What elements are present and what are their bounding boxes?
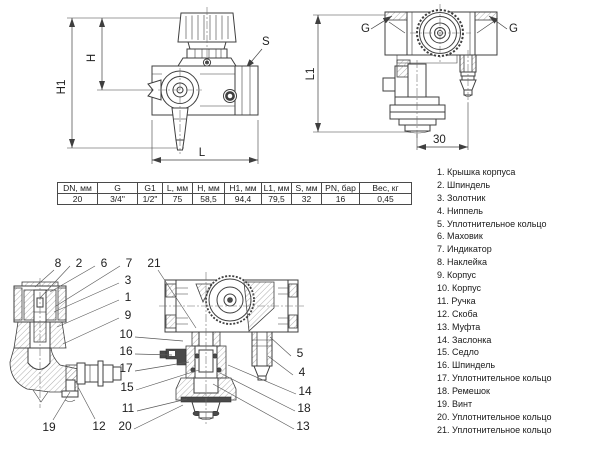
head-bore-dome [28,348,50,370]
table-value-cell: 3/4" [98,194,138,205]
fitting-segment [85,365,98,382]
callout-leader-line [270,337,291,356]
callout-number: 20 [118,419,132,433]
callout-number: 10 [119,327,133,341]
dim-label-l: L [198,147,206,159]
table-value-cell: 1/2" [138,194,163,205]
table-header-cell: L1, мм [262,183,292,194]
callout-leader-line [135,362,189,371]
o-ring [213,354,217,358]
callout-number: 12 [92,419,106,433]
table-header-cell: G1 [138,183,163,194]
section-view-drawing [0,248,335,450]
dim-label-h1: H1 [56,79,68,95]
table-header-cell: H1, мм [225,183,262,194]
head-cap-wall [46,290,56,320]
front-view-drawing [50,0,300,175]
s-leader-line [246,49,262,68]
callout-leader-line [63,318,119,344]
parts-list-item: 15. Седло [437,347,479,358]
callout-number: 19 [42,420,56,434]
callout-number: 21 [147,256,161,270]
parts-list-item: 4. Ниппель [437,205,483,216]
head-cap-knurl [14,288,22,320]
screw-head [62,391,78,397]
top-view-drawing [305,0,600,158]
callout-number: 15 [120,380,134,394]
table-value-cell: 32 [292,194,322,205]
parts-list-item: 5. Уплотнительное кольцо [437,218,547,229]
nipple-knurl [460,55,464,72]
hex-nut-front [235,66,258,115]
table-value-cell: 20 [58,194,98,205]
dim-label-s: S [262,36,270,48]
parts-list-item: 17. Уплотнительное кольцо [437,373,552,384]
callout-number: 13 [296,419,310,433]
fitting-segment [77,363,85,384]
callout-number: 6 [100,256,108,270]
callout-leader-line [213,384,294,429]
table-value-cell: 0,45 [360,194,412,205]
callout-number: 2 [75,256,83,270]
port-thread-section [289,284,297,297]
table-header-cell: DN, мм [58,183,98,194]
callout-number: 3 [124,273,132,287]
parts-list-item: 18. Ремешок [437,386,490,397]
callout-number: 7 [125,256,133,270]
parts-list-item: 3. Золотник [437,192,486,203]
table-value-cell: 79,5 [262,194,292,205]
table-header-cell: Вес, кг [360,183,412,194]
table-value-cell: 16 [322,194,360,205]
callout-number: 16 [119,344,133,358]
ball-center [228,298,233,303]
drain-cap-band [390,105,445,112]
table-value-row [58,194,412,205]
drain-cap-foot [405,125,430,131]
callout-number: 5 [296,346,304,360]
parts-list-item: 7. Индикатор [437,244,492,255]
parts-list-item: 20. Уплотнительное кольцо [437,411,552,422]
parts-list-item: 19. Винт [437,399,473,410]
screw-body [66,380,75,391]
dim-label-h: H [86,53,98,63]
parts-list-item: 9. Корпус [437,270,477,281]
table-value-cell: 58,5 [193,194,225,205]
nipple-wall [252,332,257,366]
parts-list [437,166,599,437]
callout-number: 17 [119,361,133,375]
parts-list-item: 8. Наклейка [437,257,487,268]
parts-list-item: 21. Уплотнительное кольцо [437,424,552,435]
callout-number: 1 [124,290,132,304]
table-header-row [58,183,412,194]
callout-number: 18 [297,401,311,415]
column-wall [213,332,220,346]
dimensions-table [57,182,412,205]
parts-list-item: 16. Шпиндель [437,360,496,371]
callout-number: 4 [298,365,306,379]
parts-list-item: 2. Шпиндель [437,179,491,190]
table-header-cell: H, мм [193,183,225,194]
fitting-segment [103,365,113,382]
parts-list-item: 10. Корпус [437,283,482,294]
nipple-wall [267,332,272,366]
o-ring [217,368,221,372]
indicator-lever [383,78,395,91]
parts-list-item: 14. Заслонка [437,334,492,345]
parts-list-item: 6. Маховик [437,231,483,242]
dim-label-l1: L1 [305,67,317,81]
callout-leader-line [78,387,95,419]
callout-number: 9 [124,308,132,322]
callout-number: 8 [54,256,62,270]
table-value-cell: 94,4 [225,194,262,205]
parts-list-item: 11. Ручка [437,295,476,306]
port-thread-section [166,315,176,328]
parts-list-item: 13. Муфта [437,321,481,332]
drain-cap-band [390,112,445,119]
dim-label-g-right: G [509,23,518,35]
table-header-cell: PN, бар [322,183,360,194]
parts-list-item: 12. Скоба [437,308,478,319]
table-value-cell: 75 [163,194,193,205]
table-header-cell: S, мм [292,183,322,194]
right-port-chamfer [475,12,497,20]
fitting-segment [98,361,103,386]
callout-leader-line [135,337,183,341]
column-wall [217,346,226,378]
drain-cap-band [399,119,436,125]
port-thread-section [289,315,297,328]
dim-label-g-left: G [361,23,370,35]
fitting-segment [66,365,77,382]
callout-number: 14 [298,384,312,398]
o-ring [195,354,199,358]
table-header-cell: L, мм [163,183,193,194]
callout-leader-line [134,405,183,429]
callout-leader-line [137,399,187,411]
parts-list-item: 1. Крышка корпуса [437,167,516,177]
table-header-cell: G [98,183,138,194]
nipple-knurl [472,55,476,72]
nipple-barb-section [254,366,270,376]
screw-bottom [65,400,75,402]
column-wall [192,332,199,346]
dim-label-30: 30 [433,134,446,146]
left-port-chamfer [385,12,407,20]
head-cap-wall [24,290,34,320]
callout-number: 11 [121,401,135,415]
